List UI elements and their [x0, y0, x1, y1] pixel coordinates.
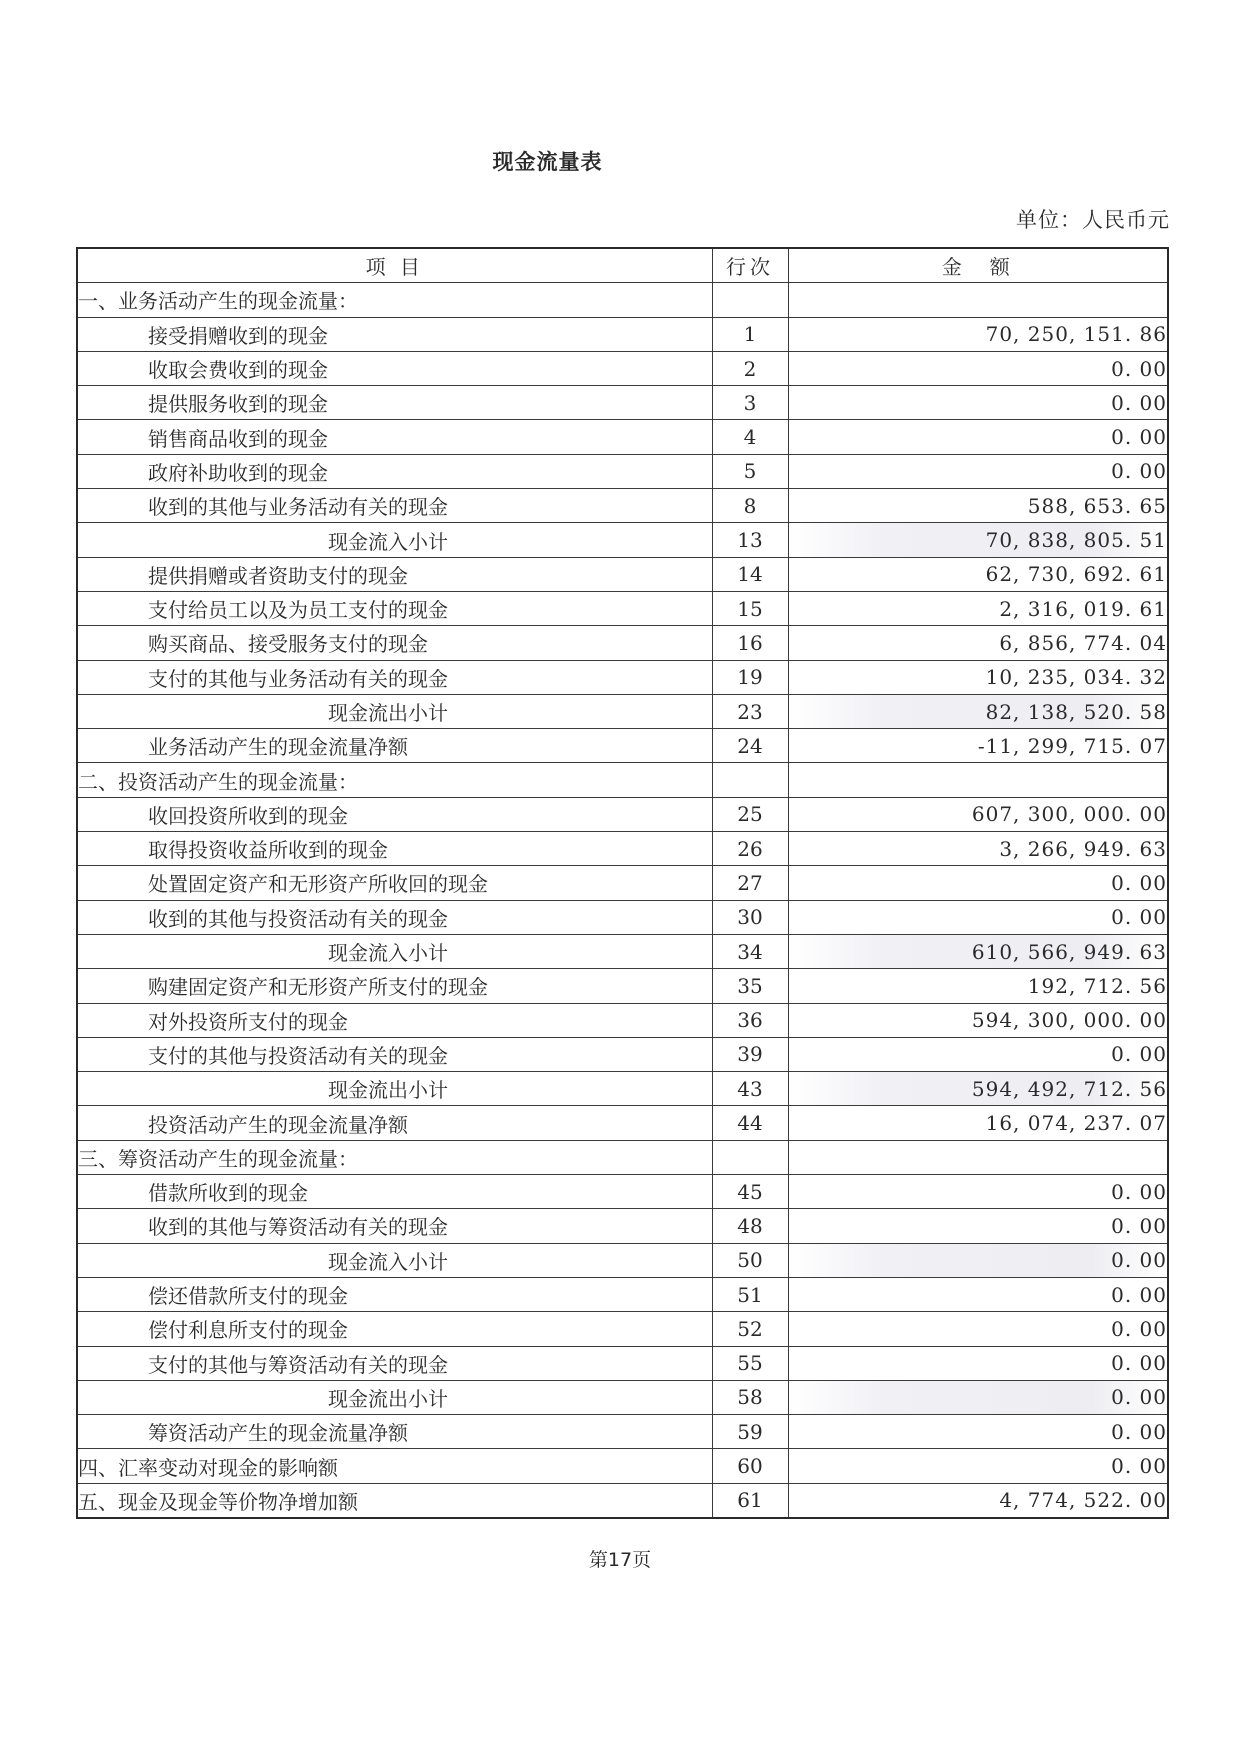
- cell-item: 现金流入小计: [77, 1243, 712, 1277]
- table-row: [77, 626, 1168, 660]
- cell-item: 提供服务收到的现金: [77, 386, 712, 420]
- cell-line-number: 58: [712, 1380, 788, 1414]
- cell-item: 偿还借款所支付的现金: [77, 1277, 712, 1311]
- cell-line-number: 44: [712, 1106, 788, 1140]
- table-section-row: [77, 763, 1168, 797]
- cell-item: 收到的其他与投资活动有关的现金: [77, 900, 712, 934]
- cell-line-number: 45: [712, 1175, 788, 1209]
- cell-line-number: 43: [712, 1072, 788, 1106]
- cell-item: 借款所收到的现金: [77, 1175, 712, 1209]
- cell-amount: 0. 00: [788, 1312, 1168, 1346]
- cell-amount: 10, 235, 034. 32: [788, 660, 1168, 694]
- cell-line-number: 35: [712, 969, 788, 1003]
- cell-amount: [788, 1140, 1168, 1174]
- cell-item: 现金流入小计: [77, 934, 712, 968]
- currency-unit: 单位：人民币元: [1016, 208, 1170, 232]
- cell-amount: [788, 283, 1168, 317]
- cell-line-number: 16: [712, 626, 788, 660]
- cell-line-number: [712, 283, 788, 317]
- column-header-item: 项 目: [77, 248, 712, 283]
- cell-item: 提供捐赠或者资助支付的现金: [77, 557, 712, 591]
- table-row: [77, 557, 1168, 591]
- cell-amount: 0. 00: [788, 420, 1168, 454]
- table-row: [77, 797, 1168, 831]
- cell-line-number: 55: [712, 1346, 788, 1380]
- cell-item: 购建固定资产和无形资产所支付的现金: [77, 969, 712, 1003]
- page-title: 现金流量表: [492, 150, 603, 174]
- cell-item: 五、现金及现金等价物净增加额: [77, 1483, 712, 1518]
- cell-amount: 0. 00: [788, 454, 1168, 488]
- table-subtotal-row: [77, 1243, 1168, 1277]
- cell-amount: 4, 774, 522. 00: [788, 1483, 1168, 1518]
- table-row: [77, 729, 1168, 763]
- table-row: [77, 1037, 1168, 1071]
- cell-item: 支付的其他与筹资活动有关的现金: [77, 1346, 712, 1380]
- table-row: [77, 1209, 1168, 1243]
- table-row: [77, 1415, 1168, 1449]
- cell-amount: 0. 00: [788, 1175, 1168, 1209]
- table-row: [77, 317, 1168, 351]
- table-subtotal-row: [77, 1380, 1168, 1414]
- cell-line-number: 39: [712, 1037, 788, 1071]
- table-subtotal-row: [77, 694, 1168, 728]
- cell-item: 支付的其他与业务活动有关的现金: [77, 660, 712, 694]
- cell-amount: -11, 299, 715. 07: [788, 729, 1168, 763]
- table-row: [77, 832, 1168, 866]
- table-row: [77, 969, 1168, 1003]
- table-row: [77, 591, 1168, 625]
- cell-item: 业务活动产生的现金流量净额: [77, 729, 712, 763]
- cell-line-number: 51: [712, 1277, 788, 1311]
- table-row: [77, 420, 1168, 454]
- cell-amount: 0. 00: [788, 1346, 1168, 1380]
- cell-item: 现金流出小计: [77, 694, 712, 728]
- table-section-row: [77, 1483, 1168, 1518]
- cell-amount: 610, 566, 949. 63: [788, 934, 1168, 968]
- cell-amount: 6, 856, 774. 04: [788, 626, 1168, 660]
- cell-item: 处置固定资产和无形资产所收回的现金: [77, 866, 712, 900]
- cell-amount: [788, 763, 1168, 797]
- cell-amount: 70, 250, 151. 86: [788, 317, 1168, 351]
- cell-item: 投资活动产生的现金流量净额: [77, 1106, 712, 1140]
- cell-amount: 0. 00: [788, 1380, 1168, 1414]
- cell-item: 购买商品、接受服务支付的现金: [77, 626, 712, 660]
- cell-item: 政府补助收到的现金: [77, 454, 712, 488]
- column-header-amount: 金 额: [788, 248, 1168, 283]
- cell-line-number: 24: [712, 729, 788, 763]
- table-row: [77, 900, 1168, 934]
- cell-amount: 0. 00: [788, 900, 1168, 934]
- cell-line-number: 4: [712, 420, 788, 454]
- table-row: [77, 386, 1168, 420]
- cell-item: 三、筹资活动产生的现金流量：: [77, 1140, 712, 1174]
- cell-amount: 0. 00: [788, 1449, 1168, 1483]
- cell-line-number: [712, 1140, 788, 1174]
- cell-amount: 0. 00: [788, 1277, 1168, 1311]
- cell-line-number: 30: [712, 900, 788, 934]
- cell-amount: 0. 00: [788, 351, 1168, 385]
- table-row: [77, 660, 1168, 694]
- cell-amount: 0. 00: [788, 386, 1168, 420]
- cell-line-number: 1: [712, 317, 788, 351]
- cell-item: 现金流出小计: [77, 1380, 712, 1414]
- cell-line-number: 36: [712, 1003, 788, 1037]
- cell-amount: 82, 138, 520. 58: [788, 694, 1168, 728]
- cell-amount: 0. 00: [788, 866, 1168, 900]
- cell-line-number: 23: [712, 694, 788, 728]
- table-row: [77, 866, 1168, 900]
- table-row: [77, 351, 1168, 385]
- cell-item: 一、业务活动产生的现金流量：: [77, 283, 712, 317]
- table-row: [77, 1175, 1168, 1209]
- table-row: [77, 1312, 1168, 1346]
- table-section-row: [77, 283, 1168, 317]
- table-row: [77, 1277, 1168, 1311]
- cell-amount: 594, 492, 712. 56: [788, 1072, 1168, 1106]
- table-row: [77, 1346, 1168, 1380]
- cell-line-number: 8: [712, 489, 788, 523]
- cell-amount: 0. 00: [788, 1037, 1168, 1071]
- cell-item: 对外投资所支付的现金: [77, 1003, 712, 1037]
- cell-item: 支付的其他与投资活动有关的现金: [77, 1037, 712, 1071]
- cell-line-number: 52: [712, 1312, 788, 1346]
- cell-item: 收到的其他与筹资活动有关的现金: [77, 1209, 712, 1243]
- table-row: [77, 489, 1168, 523]
- table-section-row: [77, 1140, 1168, 1174]
- table-subtotal-row: [77, 1072, 1168, 1106]
- cell-item: 偿付利息所支付的现金: [77, 1312, 712, 1346]
- page-number: 第17页: [588, 1549, 652, 1571]
- cell-line-number: 34: [712, 934, 788, 968]
- cell-line-number: 48: [712, 1209, 788, 1243]
- cell-item: 接受捐赠收到的现金: [77, 317, 712, 351]
- cell-amount: 62, 730, 692. 61: [788, 557, 1168, 591]
- cell-amount: 70, 838, 805. 51: [788, 523, 1168, 557]
- cell-line-number: 25: [712, 797, 788, 831]
- cell-line-number: 13: [712, 523, 788, 557]
- cell-amount: 607, 300, 000. 00: [788, 797, 1168, 831]
- cell-item: 现金流入小计: [77, 523, 712, 557]
- cell-item: 四、汇率变动对现金的影响额: [77, 1449, 712, 1483]
- cell-amount: 594, 300, 000. 00: [788, 1003, 1168, 1037]
- cell-amount: 0. 00: [788, 1415, 1168, 1449]
- cell-line-number: 59: [712, 1415, 788, 1449]
- cell-line-number: 19: [712, 660, 788, 694]
- table-row: [77, 454, 1168, 488]
- cell-line-number: 3: [712, 386, 788, 420]
- cell-line-number: 5: [712, 454, 788, 488]
- cell-item: 取得投资收益所收到的现金: [77, 832, 712, 866]
- cell-amount: 588, 653. 65: [788, 489, 1168, 523]
- cell-line-number: 15: [712, 591, 788, 625]
- cell-item: 收回投资所收到的现金: [77, 797, 712, 831]
- cell-line-number: 61: [712, 1483, 788, 1518]
- table-row: [77, 1003, 1168, 1037]
- cell-amount: 2, 316, 019. 61: [788, 591, 1168, 625]
- table-section-row: [77, 1449, 1168, 1483]
- cell-item: 筹资活动产生的现金流量净额: [77, 1415, 712, 1449]
- table-body: [77, 283, 1168, 1518]
- cell-line-number: 50: [712, 1243, 788, 1277]
- cell-item: 现金流出小计: [77, 1072, 712, 1106]
- cell-line-number: 60: [712, 1449, 788, 1483]
- cell-amount: 192, 712. 56: [788, 969, 1168, 1003]
- cell-amount: 3, 266, 949. 63: [788, 832, 1168, 866]
- cell-amount: 16, 074, 237. 07: [788, 1106, 1168, 1140]
- cell-item: 二、投资活动产生的现金流量：: [77, 763, 712, 797]
- table-row: [77, 1106, 1168, 1140]
- column-header-line: 行次: [712, 248, 788, 283]
- cell-line-number: 2: [712, 351, 788, 385]
- cell-line-number: 27: [712, 866, 788, 900]
- cell-line-number: 26: [712, 832, 788, 866]
- cell-amount: 0. 00: [788, 1209, 1168, 1243]
- cell-item: 收取会费收到的现金: [77, 351, 712, 385]
- cell-item: 支付给员工以及为员工支付的现金: [77, 591, 712, 625]
- table-subtotal-row: [77, 523, 1168, 557]
- cell-line-number: [712, 763, 788, 797]
- cell-item: 收到的其他与业务活动有关的现金: [77, 489, 712, 523]
- cell-line-number: 14: [712, 557, 788, 591]
- cash-flow-table: [76, 247, 1169, 1519]
- cell-amount: 0. 00: [788, 1243, 1168, 1277]
- cell-item: 销售商品收到的现金: [77, 420, 712, 454]
- table-header-row: [77, 248, 1168, 283]
- table-subtotal-row: [77, 934, 1168, 968]
